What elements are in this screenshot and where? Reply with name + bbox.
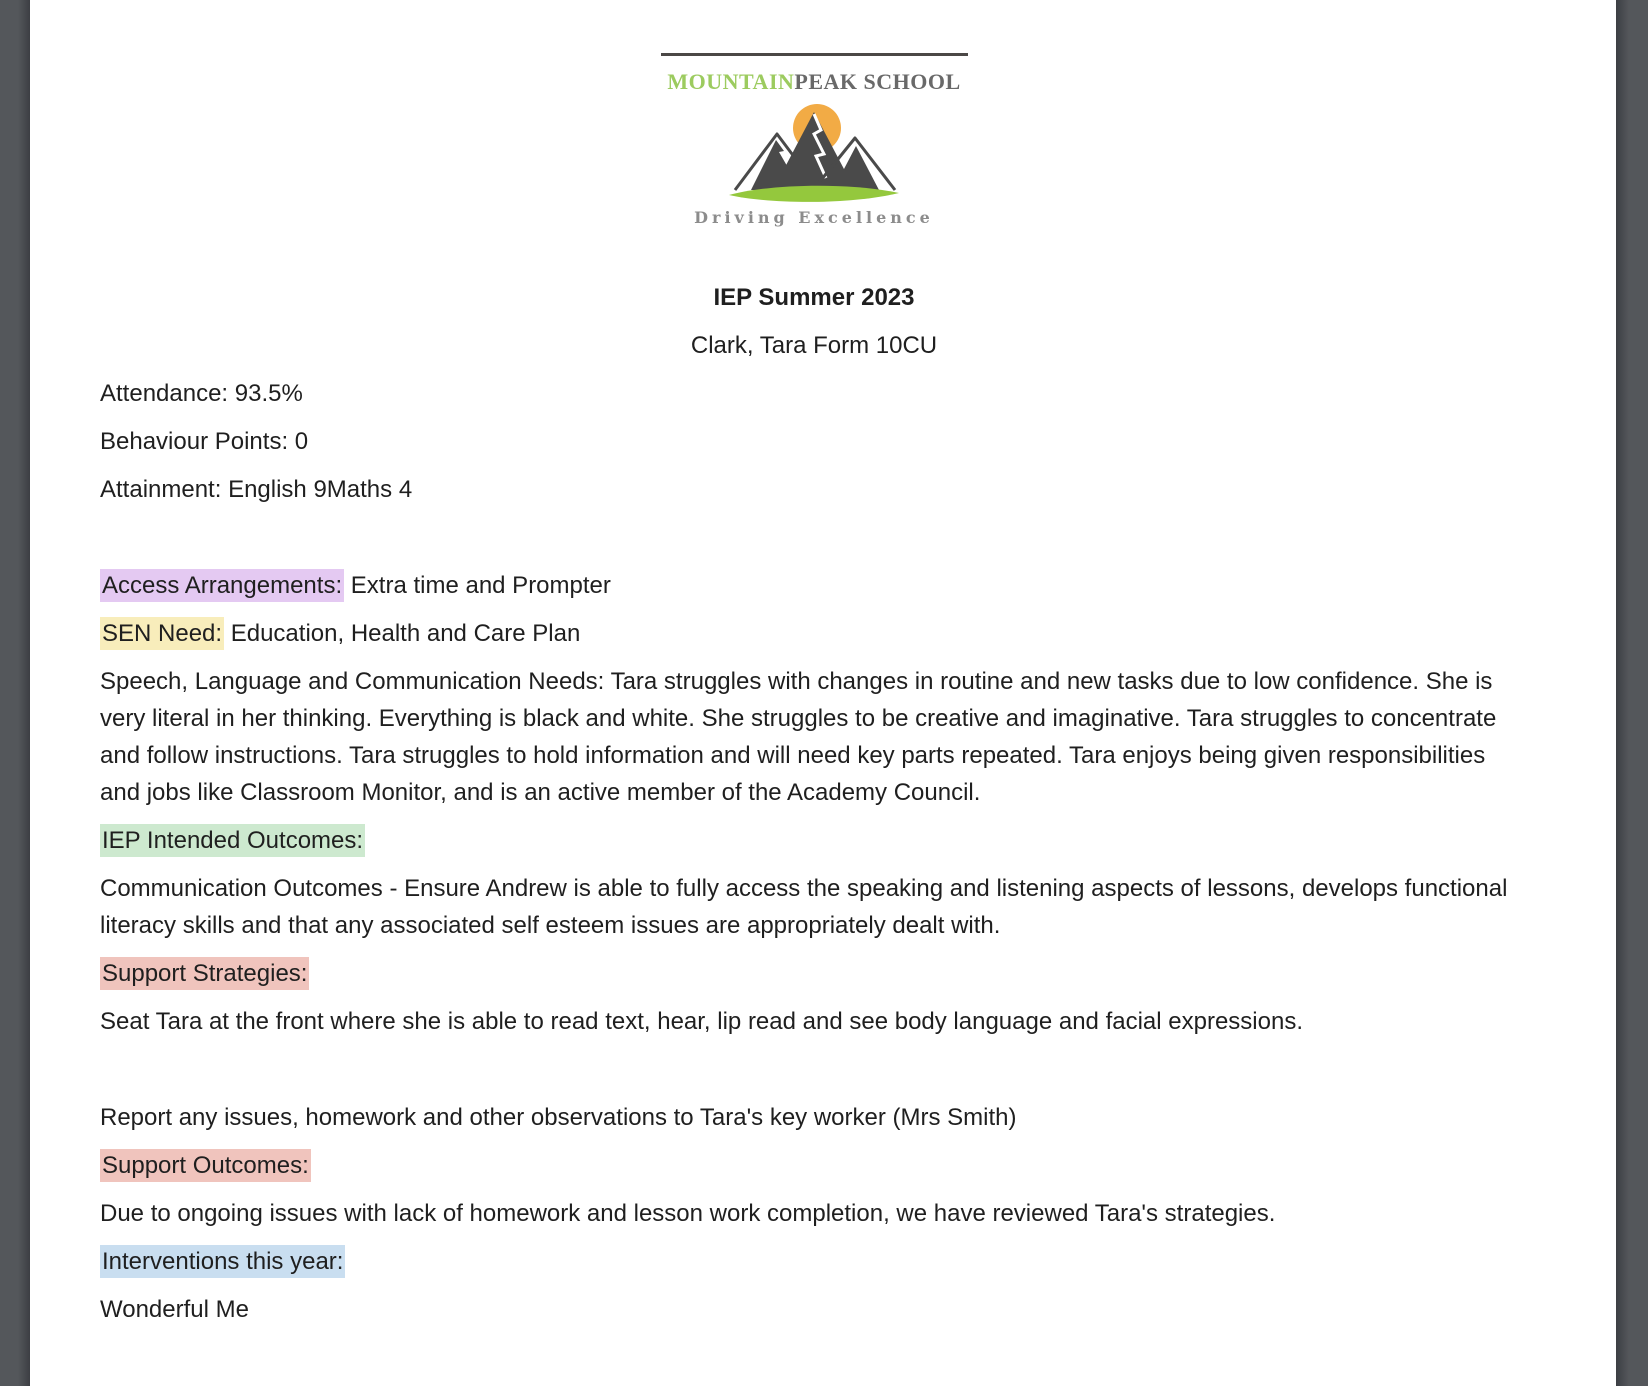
attainment-line: Attainment: English 9Maths 4 — [100, 476, 413, 503]
interventions-line — [100, 1243, 1528, 1280]
access-arrangements-line — [100, 567, 1528, 604]
access-arrangements-label: Access Arrangements: — [100, 569, 344, 602]
support-outcomes-label: Support Outcomes: — [100, 1149, 311, 1182]
support-strategies-line — [100, 955, 1528, 992]
iep-outcomes-paragraph: Communication Outcomes - Ensure Andrew is able to fully access the speaking and listening aspects of lessons, develops functional literacy skills and that any associated self esteem issues are appropriately dealt with. — [100, 875, 1508, 939]
iep-outcomes-label: IEP Intended Outcomes: — [100, 824, 365, 857]
logo-top-rule — [661, 53, 968, 56]
sen-need-label: SEN Need: — [100, 617, 224, 650]
sen-need-value: Education, Health and Care Plan — [224, 620, 581, 647]
iep-document — [30, 0, 1616, 1386]
school-tagline: Driving Excellence — [694, 208, 934, 227]
support-strategies-paragraph: Seat Tara at the front where she is able to read text, hear, lip read and see body language and facial expressions. — [100, 1008, 1303, 1035]
school-name-peak-school: PEAK SCHOOL — [794, 69, 961, 94]
support-strategies-label: Support Strategies: — [100, 957, 309, 990]
school-logo — [100, 0, 1528, 227]
window-left-edge — [0, 0, 30, 1386]
sen-need-line — [100, 615, 1528, 652]
attendance-line: Attendance: 93.5% — [100, 380, 303, 407]
blank-line — [100, 1051, 1528, 1088]
blank-line — [100, 519, 1528, 556]
interventions-label: Interventions this year: — [100, 1245, 345, 1278]
support-outcomes-paragraph: Due to ongoing issues with lack of homework and lesson work completion, we have reviewed Tara's strategies. — [100, 1200, 1276, 1227]
student-name-line: Clark, Tara Form 10CU — [690, 332, 938, 359]
access-arrangements-value: Extra time and Prompter — [344, 572, 611, 599]
school-name — [100, 69, 1528, 95]
school-name-mountain: MOUNTAIN — [667, 69, 795, 94]
support-outcomes-line — [100, 1147, 1528, 1184]
mountain-logo-graphic — [729, 98, 899, 203]
interventions-paragraph: Wonderful Me — [100, 1296, 249, 1323]
sen-detail-paragraph: Speech, Language and Communication Needs: Tara struggles with changes in routine and new tasks due to low confidence. She is very literal in her thinking. Everything is black and white. She struggles to be creative and imaginative. Tara struggles to concentrate and follow instructions. Tara struggles to hold information and will need key parts repeated. Tara enjoys being given responsibilities and jobs like Classroom Monitor, and is an active member of the Academy Council. — [100, 668, 1497, 806]
behaviour-points-line: Behaviour Points: 0 — [100, 428, 309, 455]
report-paragraph: Report any issues, homework and other observations to Tara's key worker (Mrs Smith) — [100, 1104, 1017, 1131]
window-right-edge — [1616, 0, 1648, 1386]
doc-title: IEP Summer 2023 — [713, 284, 915, 311]
iep-outcomes-line — [100, 822, 1528, 859]
